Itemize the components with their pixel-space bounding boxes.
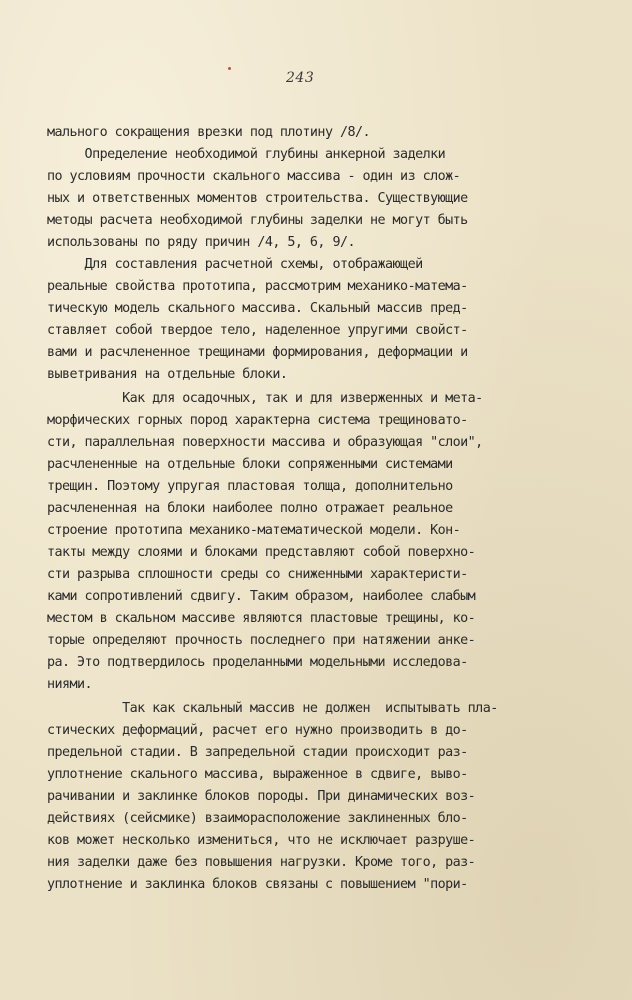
text-line: ных и ответственных моментов строительства. Существующие [47, 191, 468, 206]
text-line: Так как скальный массив не должен испытывать пла- [47, 701, 498, 716]
text-line: уплотнение и заклинка блоков связаны с повышением "пори- [47, 877, 468, 892]
text-line: реальные свойства прототипа, рассмотрим механико-матема- [47, 279, 468, 294]
text-line: рачивании и заклинке блоков породы. При динамических воз- [47, 789, 476, 804]
text-line: местом в скальном массиве являются пластовые трещины, ко- [47, 611, 476, 626]
text-line: уплотнение скального массива, выраженное в сдвиге, выво- [47, 767, 468, 782]
text-line: Как для осадочных, так и для изверженных и мета- [47, 391, 483, 406]
text-line: ков может несколько измениться, что не исключает разруше- [47, 833, 476, 848]
text-line: предельной стадии. В запредельной стадии происходит раз- [47, 745, 468, 760]
text-line: методы расчета необходимой глубины заделки не могут быть [47, 213, 468, 228]
text-line: мального сокращения врезки под плотину /8/. [47, 125, 371, 140]
text-line: трещин. Поэтому упругая пластовая толща, дополнительно [47, 479, 453, 494]
text-line: ставляет собой твердое тело, наделенное упругими свойст- [47, 323, 468, 338]
text-line: такты между слоями и блоками представляют собой поверхно- [47, 545, 476, 560]
text-line: тическую модель скального массива. Скальный массив пред- [47, 301, 468, 316]
text-line: ниями. [47, 677, 93, 692]
text-line: ра. Это подтвердилось проделанными модельными исследова- [47, 655, 468, 670]
text-line: вами и расчлененное трещинами формирования, деформации и [47, 345, 468, 360]
text-line: морфических горных пород характерна система трещиновато- [47, 413, 468, 428]
text-line: Определение необходимой глубины анкерной заделки [47, 147, 446, 162]
text-line: строение прототипа механико-математической модели. Кон- [47, 523, 461, 538]
text-line: торые определяют прочность последнего при натяжении анке- [47, 633, 476, 648]
text-line: выветривания на отдельные блоки. [47, 367, 288, 382]
text-line: действиях (сейсмике) взаиморасположение заклиненных бло- [47, 811, 468, 826]
text-line: сти разрыва сплошности среды со сниженными характеристи- [47, 567, 468, 582]
text-line: ния заделки даже без повышения нагрузки. Кроме того, раз- [47, 855, 476, 870]
text-line: по условиям прочности скального массива - один из слож- [47, 169, 461, 184]
text-line: сти, параллельная поверхности массива и образующая "слои", [47, 435, 483, 450]
page-number: 243 [286, 70, 315, 86]
text-line: использованы по ряду причин /4, 5, 6, 9/. [47, 235, 355, 250]
text-line: стических деформаций, расчет его нужно производить в до- [47, 723, 468, 738]
paper-speck [228, 67, 231, 70]
text-line: Для составления расчетной схемы, отображающей [47, 257, 423, 272]
text-line: ками сопротивлений сдвигу. Таким образом, наиболее слабым [47, 589, 476, 604]
text-line: расчлененная на блоки наиболее полно отражает реальное [47, 501, 453, 516]
text-line: расчлененные на отдельные блоки сопряженными системами [47, 457, 453, 472]
